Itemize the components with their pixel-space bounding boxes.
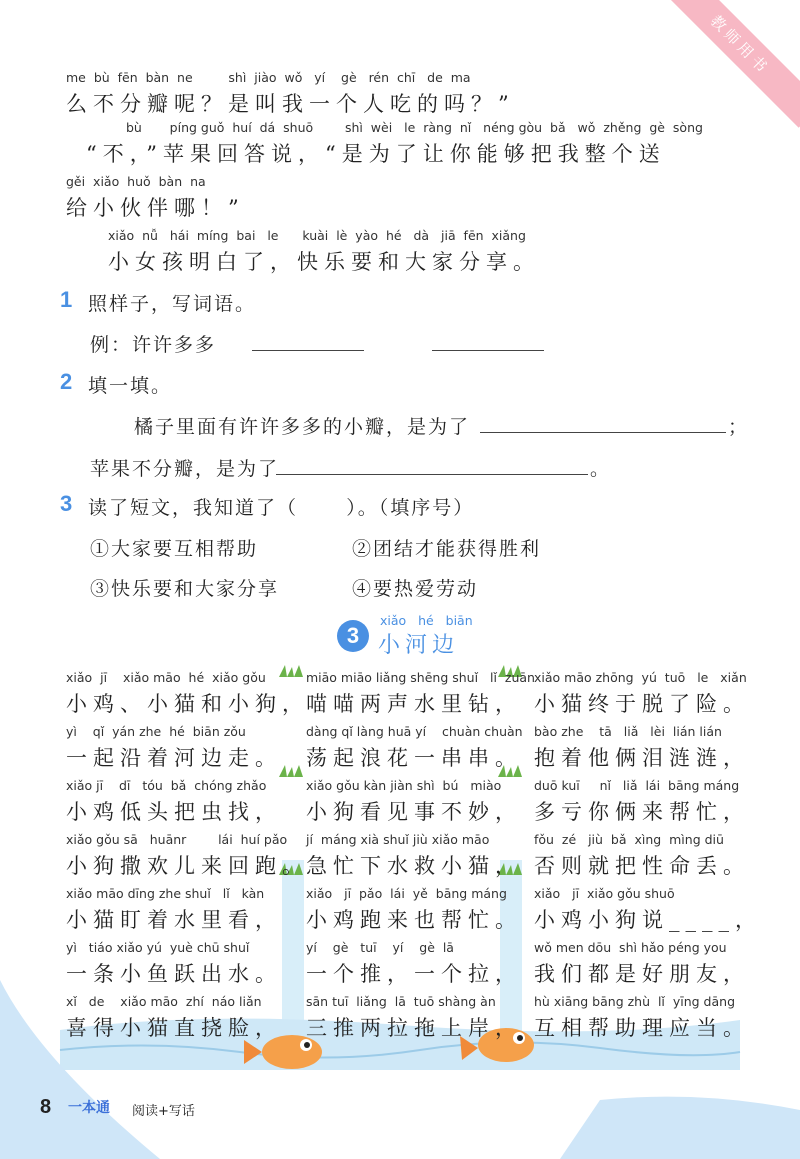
lesson-title-pinyin: xiǎo hé biān	[380, 613, 473, 628]
poem-line-text: 小鸡低头把虫找，	[66, 800, 282, 824]
story-line-3-text: 给小伙伴哪！”	[66, 196, 245, 220]
story-line-2-text: “不，”苹果回答说，“是为了让你能够把我整个送	[86, 142, 666, 166]
question-2-number: 2	[60, 369, 73, 394]
question-2-line-2-end: 。	[590, 458, 612, 480]
page-number: 8	[40, 1096, 52, 1118]
poem-line-text: 互相帮助理应当。	[534, 1016, 750, 1040]
story-line-2-pinyin: bù píng guǒ huí dá shuō shì wèi le ràng nǐ néng gòu bǎ wǒ zhěng gè sòng	[126, 120, 703, 135]
lesson-title: 小河边	[378, 633, 460, 658]
poem-line-text: 小鸡、小猫和小狗，	[66, 692, 309, 716]
poem-line-pinyin: xǐ de xiǎo māo zhí náo liǎn	[66, 994, 262, 1009]
poem-line-pinyin: bào zhe tā liǎ lèi lián lián	[534, 724, 722, 739]
story-line-1-text: 么不分瓣呢？是叫我一个人吃的吗？”	[66, 92, 515, 116]
poem-line-pinyin: yì tiáo xiǎo yú yuè chū shuǐ	[66, 940, 250, 955]
poem-line-text: 喜得小猫直挠脸，	[66, 1016, 282, 1040]
teacher-edition-corner-tag	[670, 0, 800, 130]
poem-line-pinyin: fǒu zé jiù bǎ xìng mìng diū	[534, 832, 724, 847]
question-1-answer-blank-1[interactable]	[252, 350, 364, 351]
poem-line-pinyin: hù xiāng bāng zhù lǐ yīng dāng	[534, 994, 736, 1009]
poem-line-pinyin: miāo miāo liǎng shēng shuǐ lǐ zuān	[306, 670, 535, 685]
poem-line-text: 小猫终于脱了险。	[534, 692, 750, 716]
story-line-4-text: 小女孩明白了，快乐要和大家分享。	[108, 250, 540, 274]
question-2-answer-blank-1[interactable]	[480, 432, 726, 433]
poem-line-pinyin: wǒ men dōu shì hǎo péng you	[534, 940, 727, 955]
poem-line-text: 小猫盯着水里看，	[66, 908, 282, 932]
poem-line-text: 一条小鱼跃出水。	[66, 962, 282, 986]
poem-line-pinyin: jí máng xià shuǐ jiù xiǎo māo	[306, 832, 490, 847]
question-3-prompt: 读了短文，我知道了（ ）。（填序号）	[88, 497, 475, 519]
poem-line-text: 小鸡跑来也帮忙。	[306, 908, 522, 932]
poem-line-text: 一起沿着河边走。	[66, 746, 282, 770]
poem-line-text: 小狗撒欢儿来回跑。	[66, 854, 309, 878]
poem-line-pinyin: yí gè tuī yí gè lā	[306, 940, 454, 955]
poem-line-pinyin: xiǎo jī xiǎo māo hé xiǎo gǒu	[66, 670, 266, 685]
story-line-4-pinyin: xiǎo nǚ hái míng bai le kuài lè yào hé dà jiā fēn xiǎng	[108, 228, 526, 243]
question-3-number: 3	[60, 491, 73, 516]
poem-line-text: 急忙下水救小猫，	[306, 854, 522, 878]
poem-line-pinyin: dàng qǐ làng huā yí chuàn chuàn	[306, 724, 523, 739]
poem-line-text: 多亏你俩来帮忙，	[534, 800, 750, 824]
poem-line-text: 抱着他俩泪涟涟，	[534, 746, 750, 770]
poem-line-text: 三推两拉拖上岸，	[306, 1016, 522, 1040]
question-1-number: 1	[60, 287, 73, 312]
question-3-option-1[interactable]: ①大家要互相帮助	[90, 538, 259, 560]
poem-line-text: 小狗看见事不妙，	[306, 800, 522, 824]
question-2-line-2: 苹果不分瓣，是为了	[90, 458, 280, 480]
poem-line-pinyin: xiǎo jī dī tóu bǎ chóng zhǎo	[66, 778, 267, 793]
question-2-line-1-end: ；	[728, 416, 750, 438]
poem-line-pinyin: xiǎo gǒu kàn jiàn shì bú miào	[306, 778, 502, 793]
poem-line-pinyin: yì qǐ yán zhe hé biān zǒu	[66, 724, 246, 739]
question-2-answer-blank-2[interactable]	[276, 474, 588, 475]
poem-line-pinyin: xiǎo māo zhōng yú tuō le xiǎn	[534, 670, 747, 685]
brand-logo: 一本通	[68, 1100, 110, 1116]
poem-line-text: 荡起浪花一串串。	[306, 746, 522, 770]
poem-line-pinyin: xiǎo māo dīng zhe shuǐ lǐ kàn	[66, 886, 265, 901]
story-line-1-pinyin: me bù fēn bàn ne shì jiào wǒ yí gè rén chī de ma	[66, 70, 471, 85]
poem-line-text: 我们都是好朋友，	[534, 962, 750, 986]
poem-line-pinyin: xiǎo jī xiǎo gǒu shuō	[534, 886, 675, 901]
poem-line-text: 一个推，一个拉，	[306, 962, 522, 986]
book-subtitle: 阅读+写话	[132, 1104, 195, 1119]
question-1-example: 例：许许多多	[90, 334, 217, 356]
question-1-answer-blank-2[interactable]	[432, 350, 544, 351]
corner-tag-text: 教师用书	[670, 0, 800, 128]
poem-line-text: 喵喵两声水里钻，	[306, 692, 522, 716]
poem-line-pinyin: xiǎo jī pǎo lái yě bāng máng	[306, 886, 507, 901]
question-1-prompt: 照样子，写词语。	[88, 293, 257, 315]
question-3-option-2[interactable]: ②团结才能获得胜利	[352, 538, 542, 560]
poem-line-text[interactable]: 小鸡小狗说____，	[534, 908, 762, 932]
poem-line-text: 否则就把性命丢。	[534, 854, 750, 878]
poem-line-pinyin: sān tuī liǎng lā tuō shàng àn	[306, 994, 496, 1009]
question-3-option-3[interactable]: ③快乐要和大家分享	[90, 578, 280, 600]
question-2-prompt: 填一填。	[88, 375, 173, 397]
story-line-3-pinyin: gěi xiǎo huǒ bàn na	[66, 174, 206, 189]
question-3-option-4[interactable]: ④要热爱劳动	[352, 578, 479, 600]
question-2-line-1: 橘子里面有许许多多的小瓣，是为了	[134, 416, 471, 438]
poem-line-pinyin: duō kuī nǐ liǎ lái bāng máng	[534, 778, 740, 793]
lesson-number-badge: 3	[337, 620, 369, 652]
poem-line-pinyin: xiǎo gǒu sā huānr lái huí pǎo	[66, 832, 288, 847]
